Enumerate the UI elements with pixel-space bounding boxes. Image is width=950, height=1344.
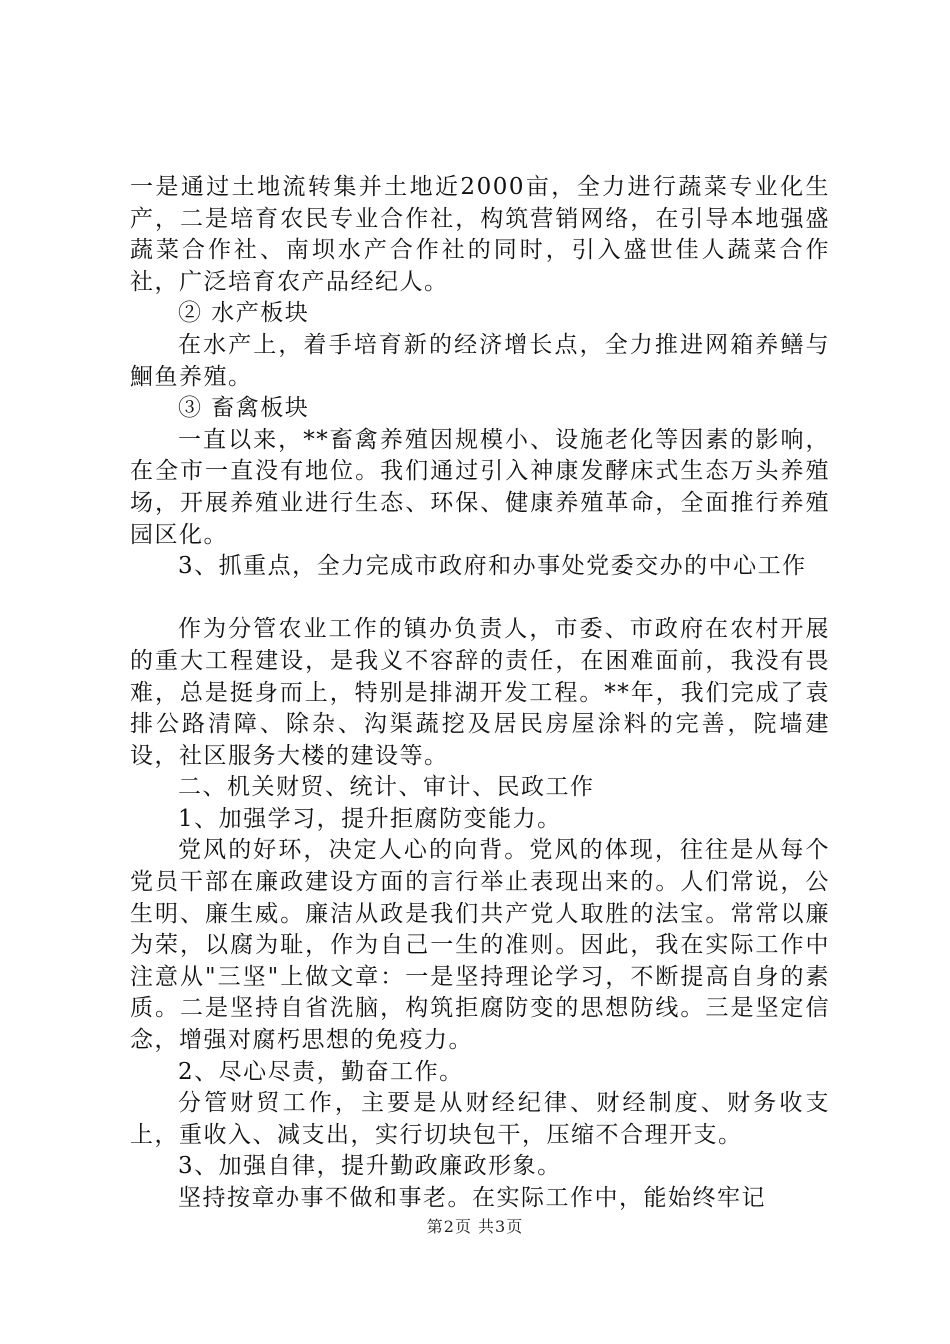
page-footer: [0, 1216, 950, 1238]
page-number-label: 第2页 共3页: [426, 1217, 524, 1236]
paragraph-party-style: 党风的好环，决定人心的向背。党风的体现，往往是从每个党员干部在廉政建设方面的言行举止表现出来的。人们常说，公生明、廉生威。廉洁从政是我们共产党人取胜的法宝。常常以廉为荣，以腐为耻，作为自己一生的准则。因此，我在实际工作中注意从"三坚"上做文章：一是坚持理论学习，不断提高自身的素质。二是坚持自省洗脑，构筑拒腐防变的思想防线。三是坚定信念，增强对腐朽思想的免疫力。: [130, 837, 830, 1054]
paragraph-aquatic: 在水产上，着手培育新的经济增长点，全力推进网箱养鳝与鮰鱼养殖。: [130, 331, 830, 390]
paragraph-livestock: 一直以来，**畜禽养殖因规模小、设施老化等因素的影响，在全市一直没有地位。我们通过引入神康发酵床式生态万头养殖场，开展养殖业进行生态、环保、健康养殖革命，全面推行养殖园区化。: [130, 426, 830, 548]
paragraph-key-tasks: 作为分管农业工作的镇办负责人，市委、市政府在农村开展的重大工程建设，是我义不容辞的责任，在困难面前，我没有畏难，总是挺身而上，特别是排湖开发工程。**年，我们完成了袁排公路清障、除杂、沟渠蔬挖及居民房屋涂料的完善，院墙建设，社区服务大楼的建设等。: [130, 616, 830, 769]
subheading-livestock: ③ 畜禽板块: [178, 395, 310, 422]
heading-key-tasks: 3、抓重点，全力完成市政府和办事处党委交办的中心工作: [178, 553, 807, 580]
paragraph-vegetable-base: 一是通过土地流转集并土地近2000亩，全力进行蔬菜专业化生产，二是培育农民专业合作社，构筑营销网络，在引导本地强盛蔬菜合作社、南坝水产合作社的同时，引入盛世佳人蔬菜合作社，广泛培育农产品经纪人。: [130, 174, 830, 295]
subheading-aquatic: ② 水产板块: [178, 300, 310, 327]
document-body: [130, 172, 830, 1215]
section-heading-finance: 二、机关财贸、统计、审计、民政工作: [178, 774, 595, 801]
paragraph-finance-work: 分管财贸工作，主要是从财经纪律、财经制度、财务收支上，重收入、减支出，实行切块包干，压缩不合理开支。: [130, 1090, 830, 1148]
paragraph-rules: 坚持按章办事不做和事老。在实际工作中，能始终牢记: [178, 1185, 766, 1211]
heading-self-discipline: 3、加强自律，提升勤政廉政形象。: [178, 1153, 562, 1180]
heading-diligence: 2、尽心尽责，勤奋工作。: [178, 1058, 464, 1085]
heading-study: 1、加强学习，提升拒腐防变能力。: [178, 805, 562, 832]
